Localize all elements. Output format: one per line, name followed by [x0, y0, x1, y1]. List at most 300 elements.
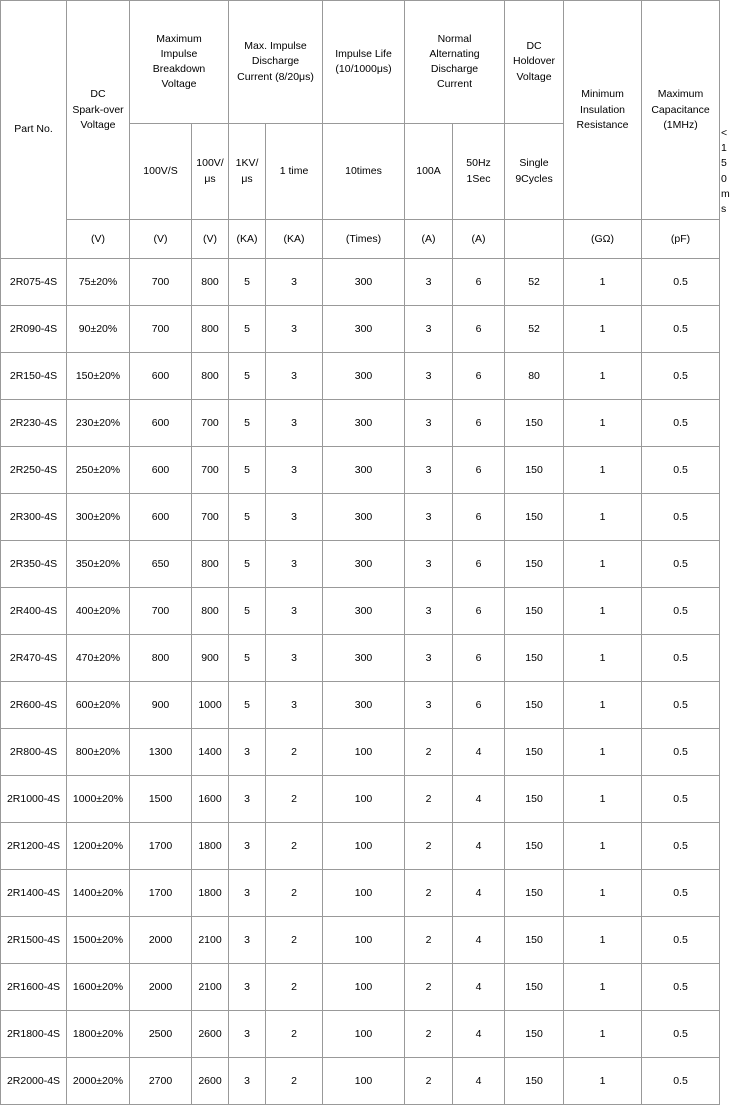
header-line: Maximum — [156, 32, 202, 45]
table-row — [1, 259, 720, 306]
table-cell: 5 — [229, 635, 266, 682]
table-cell: 800 — [192, 353, 229, 400]
table-cell: 5 — [229, 400, 266, 447]
cell-part-no: 2R1500-4S — [1, 917, 67, 964]
table-cell: 2 — [405, 1011, 453, 1058]
cell-part-no: 2R1800-4S — [1, 1011, 67, 1058]
header-group-normal-alternating-discharge-current — [405, 1, 505, 124]
table-cell: 5 — [229, 259, 266, 306]
header-line: Max. Impulse — [244, 40, 307, 53]
table-cell: 1 — [564, 1011, 642, 1058]
table-cell: 80 — [505, 353, 564, 400]
table-cell: 3 — [405, 306, 453, 353]
table-cell: 100 — [323, 917, 405, 964]
table-cell: 2 — [266, 964, 323, 1011]
table-row — [1, 870, 720, 917]
cell-part-no: 2R470-4S — [1, 635, 67, 682]
table-row — [1, 588, 720, 635]
table-cell: 2 — [405, 917, 453, 964]
cell-part-no: 2R350-4S — [1, 541, 67, 588]
table-cell: 0.5 — [642, 729, 720, 776]
table-cell: 1400±20% — [67, 870, 130, 917]
table-cell: 4 — [453, 776, 505, 823]
table-cell: 700 — [130, 306, 192, 353]
table-cell: 1 — [564, 259, 642, 306]
subheader-50hz-1sec — [453, 124, 505, 220]
table-cell: 2500 — [130, 1011, 192, 1058]
table-cell: 100 — [323, 964, 405, 1011]
table-cell: 3 — [405, 682, 453, 729]
header-line: Voltage — [80, 118, 116, 131]
table-cell: 100 — [323, 870, 405, 917]
header-group-maximum-impulse-breakdown-voltage — [130, 1, 229, 124]
table-cell: 6 — [453, 447, 505, 494]
subheader-100v-us — [192, 124, 229, 220]
table-cell: 5 — [229, 353, 266, 400]
cell-part-no: 2R1600-4S — [1, 964, 67, 1011]
table-row — [1, 447, 720, 494]
table-cell: 1 — [564, 870, 642, 917]
header-line: 1 time — [279, 165, 309, 178]
unit-cell: (Times) — [323, 220, 405, 259]
table-row — [1, 682, 720, 729]
table-cell: 700 — [192, 400, 229, 447]
table-cell: 6 — [453, 400, 505, 447]
table-cell: 0.5 — [642, 964, 720, 1011]
table-cell: 2 — [405, 729, 453, 776]
table-cell: 150 — [505, 823, 564, 870]
table-cell: 300±20% — [67, 494, 130, 541]
table-row — [1, 494, 720, 541]
table-cell: 3 — [229, 776, 266, 823]
header-line: Current (8/20μs) — [237, 70, 314, 83]
header-line: Single — [519, 157, 549, 170]
table-cell: 3 — [405, 494, 453, 541]
cell-part-no: 2R230-4S — [1, 400, 67, 447]
table-cell: 100 — [323, 1011, 405, 1058]
cell-part-no: 2R1200-4S — [1, 823, 67, 870]
table-cell: 1800±20% — [67, 1011, 130, 1058]
table-cell: 900 — [130, 682, 192, 729]
table-cell: 2 — [266, 917, 323, 964]
table-cell: 3 — [405, 259, 453, 306]
header-line: μs — [241, 172, 253, 185]
table-cell: 800 — [130, 635, 192, 682]
table-cell: 3 — [405, 635, 453, 682]
header-line: Impulse — [160, 47, 198, 60]
table-cell: 3 — [266, 353, 323, 400]
table-cell: 700 — [192, 447, 229, 494]
header-group-dc-spark-over-voltage — [67, 1, 130, 220]
unit-cell: (KA) — [266, 220, 323, 259]
table-cell: 1 — [564, 541, 642, 588]
cell-part-no: 2R250-4S — [1, 447, 67, 494]
table-cell: 2 — [405, 823, 453, 870]
table-cell: 300 — [323, 447, 405, 494]
table-cell: 5 — [229, 306, 266, 353]
table-cell: 700 — [130, 588, 192, 635]
header-line: 100A — [416, 165, 441, 178]
table-cell: 300 — [323, 259, 405, 306]
table-cell: 4 — [453, 917, 505, 964]
table-cell: 2 — [266, 1011, 323, 1058]
table-cell: 1300 — [130, 729, 192, 776]
table-cell: 0.5 — [642, 588, 720, 635]
table-cell: 600±20% — [67, 682, 130, 729]
table-cell: 400±20% — [67, 588, 130, 635]
table-cell: 3 — [229, 917, 266, 964]
unit-cell: (A) — [453, 220, 505, 259]
table-cell: 0.5 — [642, 306, 720, 353]
table-cell: 1800 — [192, 823, 229, 870]
table-cell: 300 — [323, 682, 405, 729]
table-cell: 2000±20% — [67, 1058, 130, 1105]
table-cell: 1 — [564, 776, 642, 823]
table-cell: 650 — [130, 541, 192, 588]
table-cell: 150 — [505, 870, 564, 917]
table-cell: 2 — [405, 870, 453, 917]
table-cell: 1 — [564, 917, 642, 964]
table-cell: 150 — [505, 400, 564, 447]
table-cell: 6 — [453, 306, 505, 353]
table-cell: 800 — [192, 588, 229, 635]
table-cell: 0.5 — [642, 494, 720, 541]
table-cell: 3 — [405, 353, 453, 400]
table-cell: 250±20% — [67, 447, 130, 494]
table-cell: 900 — [192, 635, 229, 682]
table-cell: 5 — [229, 494, 266, 541]
table-cell: 1500 — [130, 776, 192, 823]
table-cell: 2 — [266, 823, 323, 870]
header-line: 50Hz — [466, 157, 491, 170]
header-line: DC — [90, 88, 106, 101]
table-cell: 0.5 — [642, 353, 720, 400]
table-cell: 2600 — [192, 1058, 229, 1105]
table-cell: 6 — [453, 541, 505, 588]
table-cell: 1 — [564, 635, 642, 682]
table-cell: 1 — [564, 964, 642, 1011]
table-cell: 2 — [266, 870, 323, 917]
table-header — [1, 1, 730, 259]
header-line: Voltage — [161, 78, 197, 91]
table-cell: 350±20% — [67, 541, 130, 588]
table-cell: 150 — [505, 964, 564, 1011]
table-row — [1, 306, 720, 353]
table-row — [1, 400, 720, 447]
table-cell: 1 — [564, 729, 642, 776]
table-cell: 3 — [405, 541, 453, 588]
subheader-100a — [405, 124, 453, 220]
table-cell: 230±20% — [67, 400, 130, 447]
table-cell: 600 — [130, 400, 192, 447]
table-cell: 150 — [505, 682, 564, 729]
table-cell: 2 — [266, 729, 323, 776]
header-line: Insulation — [580, 103, 625, 116]
header-line: DC — [526, 40, 542, 53]
table-cell: 2100 — [192, 964, 229, 1011]
header-line: Discharge — [430, 63, 479, 75]
table-cell: 3 — [229, 1011, 266, 1058]
header-line: 10times — [345, 165, 382, 178]
header-line: Impulse Life — [335, 47, 392, 60]
cell-part-no: 2R150-4S — [1, 353, 67, 400]
table-cell: 3 — [229, 870, 266, 917]
table-cell: 3 — [266, 541, 323, 588]
table-cell: 3 — [266, 494, 323, 541]
table-cell: 3 — [229, 823, 266, 870]
table-cell: 0.5 — [642, 1058, 720, 1105]
table-cell: 150 — [505, 1011, 564, 1058]
table-cell: 0.5 — [642, 917, 720, 964]
header-group-max-impulse-discharge-current — [229, 1, 323, 124]
subheader-100v-s — [130, 124, 192, 220]
table-row — [1, 823, 720, 870]
table-cell: 3 — [405, 400, 453, 447]
header-line: Alternating — [429, 47, 480, 60]
header-row-subheaders: 100V/S 100V/ μs 1KV/ μs 1 time 10times 100A 50Hz 1Sec Single 9Cycles <150ms — [1, 124, 720, 220]
header-group-minimum-insulation-resistance — [564, 1, 642, 220]
header-line: Discharge — [251, 55, 300, 68]
table-cell: 3 — [266, 447, 323, 494]
table-cell: 100 — [323, 776, 405, 823]
table-cell: 150 — [505, 729, 564, 776]
header-line: Minimum — [581, 88, 624, 101]
table-cell: 300 — [323, 353, 405, 400]
table-cell: 3 — [266, 259, 323, 306]
header-line: Maximum — [657, 88, 704, 101]
table-cell: 1000±20% — [67, 776, 130, 823]
table-cell: 700 — [130, 259, 192, 306]
table-body — [1, 259, 720, 1105]
unit-cell: (GΩ) — [564, 220, 642, 259]
table-cell: 1 — [564, 494, 642, 541]
table-cell: 1 — [564, 306, 642, 353]
table-row — [1, 917, 720, 964]
unit-cell: (V) — [130, 220, 192, 259]
table-cell: 6 — [453, 588, 505, 635]
cell-part-no: 2R300-4S — [1, 494, 67, 541]
table-cell: 4 — [453, 1011, 505, 1058]
header-line: Spark-over — [72, 103, 124, 116]
table-cell: 0.5 — [642, 259, 720, 306]
unit-cell: (A) — [405, 220, 453, 259]
subheader-single-9cycles — [505, 124, 564, 220]
table-cell: 2 — [405, 1058, 453, 1105]
table-row — [1, 541, 720, 588]
table-cell: 150 — [505, 1058, 564, 1105]
table-cell: 150 — [505, 588, 564, 635]
table-cell: 5 — [229, 447, 266, 494]
table-cell: 0.5 — [642, 823, 720, 870]
table-cell: 2 — [405, 964, 453, 1011]
header-group-impulse-life — [323, 1, 405, 124]
header-row-units — [1, 220, 720, 259]
table-cell: 600 — [130, 447, 192, 494]
table-cell: 700 — [192, 494, 229, 541]
table-cell: 3 — [266, 400, 323, 447]
table-cell: 90±20% — [67, 306, 130, 353]
header-line: 9Cycles — [515, 172, 553, 185]
table-cell: 0.5 — [642, 682, 720, 729]
table-cell: 0.5 — [642, 1011, 720, 1058]
table-cell: 2600 — [192, 1011, 229, 1058]
table-cell: 2700 — [130, 1058, 192, 1105]
table-cell: 3 — [229, 729, 266, 776]
header-line: Voltage — [516, 70, 552, 83]
table-cell: 2 — [266, 1058, 323, 1105]
header-line: 1Sec — [466, 172, 491, 185]
table-cell: 3 — [229, 964, 266, 1011]
table-cell: 0.5 — [642, 541, 720, 588]
header-line: 100V/S — [143, 165, 178, 178]
unit-cell: (KA) — [229, 220, 266, 259]
table-cell: 600 — [130, 494, 192, 541]
table-cell: 600 — [130, 353, 192, 400]
cell-part-no: 2R075-4S — [1, 259, 67, 306]
table-cell: 1600±20% — [67, 964, 130, 1011]
unit-cell: (V) — [67, 220, 130, 259]
table-cell: 2000 — [130, 917, 192, 964]
header-line: Current — [437, 78, 473, 91]
table-cell: 2000 — [130, 964, 192, 1011]
header-group-dc-holdover-voltage — [505, 1, 564, 124]
unit-cell — [505, 220, 564, 259]
table-cell: 0.5 — [642, 400, 720, 447]
table-cell: 300 — [323, 400, 405, 447]
table-cell: 1500±20% — [67, 917, 130, 964]
header-line: Resistance — [576, 118, 629, 131]
table-cell: 75±20% — [67, 259, 130, 306]
subheader-10-times — [323, 124, 405, 220]
cell-part-no: 2R090-4S — [1, 306, 67, 353]
table-cell: 1 — [564, 1058, 642, 1105]
table-cell: 3 — [266, 635, 323, 682]
table-cell: 1400 — [192, 729, 229, 776]
header-row-groups — [1, 1, 720, 124]
header-group-maximum-capacitance — [642, 1, 720, 220]
table-cell: 6 — [453, 353, 505, 400]
table-cell: 4 — [453, 870, 505, 917]
table-row — [1, 1058, 720, 1105]
table-row — [1, 964, 720, 1011]
table-cell: 0.5 — [642, 870, 720, 917]
table-cell: 6 — [453, 682, 505, 729]
table-cell: 300 — [323, 588, 405, 635]
table-cell: 800±20% — [67, 729, 130, 776]
header-line: Holdover — [513, 55, 556, 68]
table-row — [1, 353, 720, 400]
table-cell: 1 — [564, 823, 642, 870]
table-cell: 300 — [323, 635, 405, 682]
table-cell: 300 — [323, 541, 405, 588]
table-cell: 1 — [564, 447, 642, 494]
header-line: 1KV/ — [235, 157, 259, 170]
table-cell: 52 — [505, 306, 564, 353]
table-cell: 0.5 — [642, 776, 720, 823]
header-part-no: Part No. — [1, 1, 67, 259]
cell-part-no: 2R800-4S — [1, 729, 67, 776]
table-cell: 150±20% — [67, 353, 130, 400]
cell-part-no: 2R400-4S — [1, 588, 67, 635]
table-cell: 6 — [453, 635, 505, 682]
table-cell: 1600 — [192, 776, 229, 823]
table-row — [1, 729, 720, 776]
table-cell: 2100 — [192, 917, 229, 964]
table-cell: 1 — [564, 400, 642, 447]
table-cell: 6 — [453, 259, 505, 306]
table-cell: 1000 — [192, 682, 229, 729]
table-cell: 3 — [405, 447, 453, 494]
table-cell: 300 — [323, 306, 405, 353]
table-cell: 4 — [453, 1058, 505, 1105]
unit-cell: (V) — [192, 220, 229, 259]
subheader-1-time — [266, 124, 323, 220]
table-cell: 150 — [505, 917, 564, 964]
table-cell: 3 — [266, 682, 323, 729]
header-line: (10/1000μs) — [335, 63, 392, 75]
table-cell: 3 — [405, 588, 453, 635]
table-cell: 150 — [505, 447, 564, 494]
cell-part-no: 2R1000-4S — [1, 776, 67, 823]
table-cell: 52 — [505, 259, 564, 306]
table-cell: 5 — [229, 588, 266, 635]
table-cell: 800 — [192, 541, 229, 588]
table-cell: 1800 — [192, 870, 229, 917]
table-row — [1, 776, 720, 823]
table-cell: 150 — [505, 541, 564, 588]
table-cell: 300 — [323, 494, 405, 541]
table-cell: 5 — [229, 682, 266, 729]
table-cell: 5 — [229, 541, 266, 588]
table-cell: 2 — [266, 776, 323, 823]
table-row — [1, 635, 720, 682]
table-cell: 1700 — [130, 870, 192, 917]
table-cell: 6 — [453, 494, 505, 541]
table-cell: 3 — [266, 588, 323, 635]
table-cell: 800 — [192, 306, 229, 353]
header-line: Breakdown — [152, 63, 206, 75]
table-cell: 4 — [453, 729, 505, 776]
cell-part-no: 2R2000-4S — [1, 1058, 67, 1105]
table-cell: 150 — [505, 635, 564, 682]
table-cell: 0.5 — [642, 447, 720, 494]
table-cell: 470±20% — [67, 635, 130, 682]
header-line: Capacitance — [651, 103, 710, 116]
header-line: (1MHz) — [663, 118, 698, 131]
unit-cell: (pF) — [642, 220, 720, 259]
table-cell: 3 — [229, 1058, 266, 1105]
cell-part-no: 2R1400-4S — [1, 870, 67, 917]
table-cell: 1 — [564, 682, 642, 729]
table-cell: 800 — [192, 259, 229, 306]
table-cell: 1200±20% — [67, 823, 130, 870]
table-cell: 150 — [505, 776, 564, 823]
table-cell: 1700 — [130, 823, 192, 870]
table-cell: 4 — [453, 823, 505, 870]
table-row — [1, 1011, 720, 1058]
table-cell: 3 — [266, 306, 323, 353]
table-cell: 100 — [323, 729, 405, 776]
header-line: 100V/ μs — [196, 157, 224, 185]
header-line: Normal — [437, 32, 472, 45]
table-cell: 100 — [323, 823, 405, 870]
table-cell: 1 — [564, 353, 642, 400]
table-cell: 4 — [453, 964, 505, 1011]
table-cell: 1 — [564, 588, 642, 635]
table-cell: 0.5 — [642, 635, 720, 682]
table-cell: 150 — [505, 494, 564, 541]
table-cell: 100 — [323, 1058, 405, 1105]
